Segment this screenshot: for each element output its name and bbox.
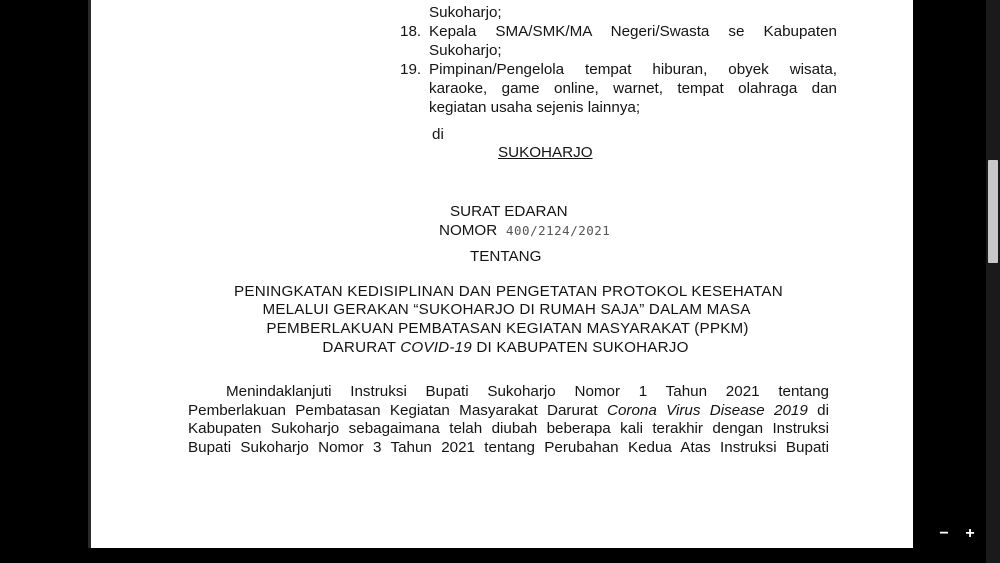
body-line-2 (188, 401, 829, 420)
list-item-19-line1: Pimpinan/Pengelola tempat hiburan, obyek wisata, (429, 61, 837, 78)
addressee-location: SUKOHARJO (498, 144, 593, 161)
zoom-in-button[interactable]: + (965, 525, 975, 542)
list-item-19-line3: kegiatan usaha sejenis lainnya; (429, 99, 641, 116)
nomor-label: NOMOR (439, 222, 498, 239)
subject-line-4-c: DI KABUPATEN SUKOHARJO (476, 339, 689, 356)
page-edge (88, 0, 91, 548)
document-page (88, 0, 913, 548)
list-item-18-number: 18. (400, 23, 422, 40)
list-item-17-tail: Sukoharjo; (429, 4, 502, 21)
vertical-scrollbar[interactable] (986, 0, 1000, 563)
list-item-19-line2: karaoke, game online, warnet, tempat olahraga dan (429, 80, 837, 97)
subject-line-4 (93, 338, 913, 357)
subject-line-4-covid: COVID-19 (400, 339, 472, 356)
body-line-2-italic: Corona Virus Disease 2019 (607, 402, 808, 419)
tentang-label: TENTANG (470, 248, 542, 265)
body-line-3: Kabupaten Sukoharjo sebagaimana telah diubah beberapa kali terakhir dengan Instruksi (188, 420, 829, 437)
subject-line-3: PEMBERLAKUAN PEMBATASAN KEGIATAN MASYARAKAT (PPKM) (266, 320, 749, 337)
list-item-18-line2: Sukoharjo; (429, 42, 502, 59)
list-item-18-line1: Kepala SMA/SMK/MA Negeri/Swasta se Kabupaten (429, 23, 837, 40)
body-line-4: Bupati Sukoharjo Nomor 3 Tahun 2021 tentang Perubahan Kedua Atas Instruksi Bupati (188, 439, 829, 456)
subject-line-2: MELALUI GERAKAN “SUKOHARJO DI RUMAH SAJA” DALAM MASA (262, 301, 751, 318)
scrollbar-thumb[interactable] (988, 160, 998, 263)
body-line-1: Menindaklanjuti Instruksi Bupati Sukoharjo Nomor 1 Tahun 2021 tentang (226, 383, 829, 400)
list-item-19-number: 19. (400, 61, 422, 78)
nomor-value: 400/2124/2021 (506, 223, 611, 238)
subject-line-1: PENINGKATAN KEDISIPLINAN DAN PENGETATAN PROTOKOL KESEHATAN (234, 283, 783, 300)
zoom-out-button[interactable]: − (939, 525, 949, 542)
body-line-2-c: di (817, 402, 829, 419)
document-heading: SURAT EDARAN (450, 203, 568, 220)
addressee-di: di (432, 126, 444, 143)
body-line-2-a: Pemberlakuan Pembatasan Kegiatan Masyarakat Darurat (188, 402, 598, 419)
subject-line-4-a: DARURAT (322, 339, 396, 356)
